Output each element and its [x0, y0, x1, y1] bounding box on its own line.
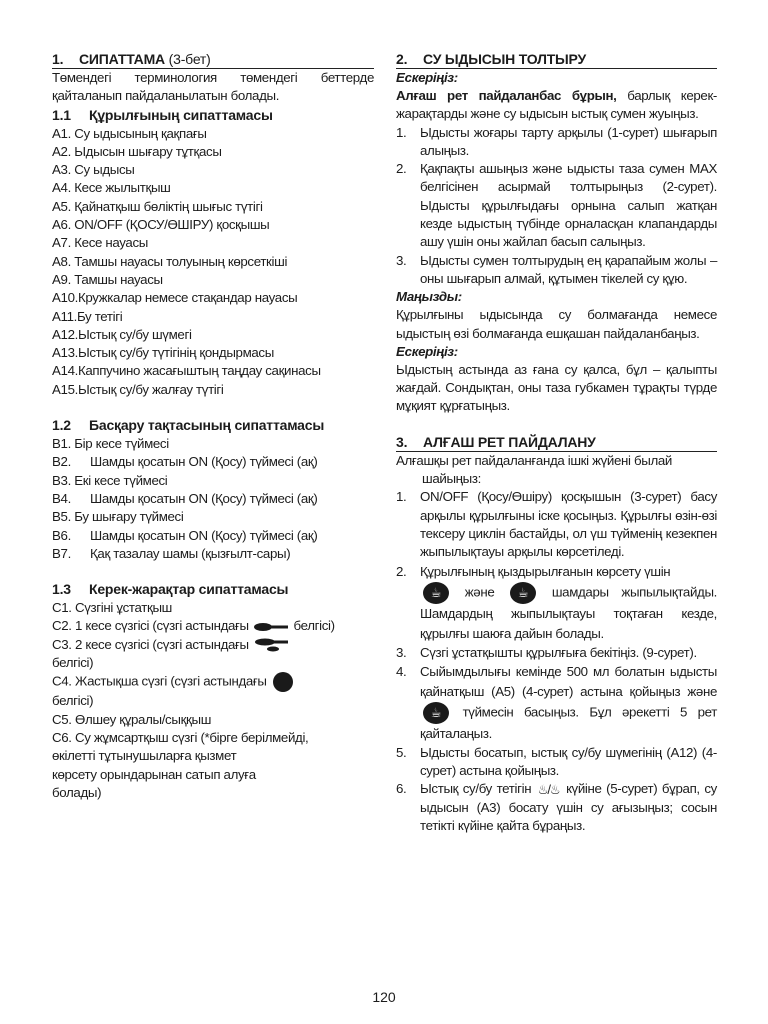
list-item: A8. Тамшы науасы толуының көрсеткіші — [52, 253, 288, 269]
list-item: A2. Ыдысын шығару тұтқасы — [52, 143, 222, 159]
left-column — [52, 50, 374, 802]
list-item: C4. Жастықша сүзгі (сүзгі астындағы — [52, 672, 374, 692]
list-item: 1. Ыдысты жоғары тарту арқылы (1-сурет) шығарып алыңыз. — [396, 124, 717, 158]
section-2-para-2: Құрылғыны ыдысында су болмағанда немесе ыдыстың өзі болмағанда ешқашан пайдаланбаңыз. — [396, 307, 717, 341]
list-item: C5. Өлшеу құралы/сыққыш — [52, 711, 212, 727]
section-1-1-heading: 1.1 Құрылғының сипаттамасы — [52, 106, 273, 123]
section-1-heading: 1. СИПАТТАМА (3-бет) — [52, 50, 374, 69]
two-cups-icon: ☕ — [423, 702, 449, 724]
list-item: 3. Сүзгі ұстатқышты құрылғыға бекітіңіз. (9-сурет). — [396, 644, 697, 660]
list-item: 6. Ыстық су/бу тетігін ♨/♨ күйіне (5-сурет) бұрап, су ыдысын (A3) босату үшін су ағызыңыз; сосын тетікті күйіне қайта бұраңыз. — [396, 781, 717, 834]
section-1-intro: Төмендегі терминология төмендегі беттерде қайталанып пайдаланылатын болады. — [52, 70, 374, 104]
list-item: A1. Су ыдысының қақпағы — [52, 125, 207, 141]
list-item: A13.Ыстық су/бу түтігінің қондырмасы — [52, 345, 274, 361]
section-3-intro: Алғашқы рет пайдаланғанда ішкі жүйені былай — [396, 452, 673, 468]
list-item: белгісі) — [52, 655, 94, 671]
accessories-list — [52, 599, 374, 802]
steam-icon: ♨/♨ — [537, 781, 560, 797]
list-item: A11.Бу тетігі — [52, 308, 123, 324]
two-cups-icon: ☕ — [510, 582, 536, 604]
important-label: Маңызды: — [396, 289, 462, 305]
list-item: A14.Каппучино жасағыштың таңдау сақинасы — [52, 363, 321, 379]
list-item: A6. ON/OFF (ҚОСУ/ӨШІРУ) қосқышы — [52, 217, 270, 233]
list-item: көрсету орындарынан сатып алуға — [52, 766, 256, 782]
section-2-para-3: Ыдыстың астында аз ғана су қалса, бұл – қалыпты жағдай. Сондықтан, оны таза губкамен тұрақты түрде мұқият құрғатыңыз. — [396, 361, 717, 414]
list-item: 2. Қақпақты ашыңыз және ыдысты таза сумен MAX белгісінен асырмай толтырыңыз (2-сурет). Ыдысты құрылғыдағы орнына салып жатқан кезде ыдыстың түбінде орналасқан клапандарды ашу үшін оны жайлап басып салыңыз. — [396, 161, 717, 250]
note-label: Ескерiңiз: — [396, 343, 458, 359]
list-item: A5. Қайнатқыш бөліктің шығыс түтігі — [52, 198, 263, 214]
list-item: C1. Сүзгіні ұстатқыш — [52, 600, 173, 616]
cup-icon: ☕ — [423, 582, 449, 604]
list-item: B2. Шамды қосатын ON (Қосу) түймесі (ақ) — [52, 454, 318, 470]
section-2-heading: 2. СУ ЫДЫСЫН ТОЛТЫРУ — [396, 50, 717, 69]
list-item: A9. Тамшы науасы — [52, 271, 163, 287]
single-filter-icon — [254, 622, 288, 632]
list-item: B6. Шамды қосатын ON (Қосу) түймесі (ақ) — [52, 527, 318, 543]
page-number: 120 — [372, 989, 396, 1005]
list-item: C2. 1 кесе сүзгісі (сүзгі астындағы белгісі) — [52, 618, 335, 634]
section-2-para-1: Алғаш рет пайдаланбас бұрын, барлық керек-жарақтарды және су ыдысын ыстық сумен жуыңыз. — [396, 88, 717, 122]
list-item: 5. Ыдысты босатып, ыстық су/бу шүмегінің (A12) (4-сурет) астына қойыңыз. — [396, 744, 717, 779]
list-item: C6. Су жұмсартқыш сүзгі (*бірге берілмейді, — [52, 729, 309, 745]
note-label: Ескерiңiз: — [396, 70, 458, 85]
list-item: A7. Кесе науасы — [52, 235, 148, 251]
list-item: B7. Қақ тазалау шамы (қызғылт-сары) — [52, 545, 291, 561]
list-item: B5. Бу шығару түймесі — [52, 509, 184, 525]
parts-list — [52, 125, 374, 399]
section-3-heading: 3. АЛҒАШ РЕТ ПАЙДАЛАНУ — [396, 433, 717, 452]
list-item: C3. 2 кесе сүзгісі (сүзгі астындағы — [52, 636, 374, 654]
control-panel-list — [52, 435, 374, 563]
list-item: B3. Екі кесе түймесі — [52, 472, 168, 488]
list-item: 3. Ыдысты сумен толтырудың ең қарапайым жолы – оны шығарып алмай, құтымен тікелей су құю. — [396, 252, 717, 286]
section-1-2-heading: 1.2 Басқару тақтасының сипаттамасы — [52, 417, 325, 434]
first-use-steps-list — [396, 488, 717, 835]
section-1-3-heading: 1.3 Керек-жарақтар сипаттамасы — [52, 581, 289, 598]
list-item: A3. Су ыдысы — [52, 162, 135, 178]
list-item: болады) — [52, 784, 102, 800]
list-item: B4. Шамды қосатын ON (Қосу) түймесі (ақ) — [52, 490, 318, 506]
list-item: A4. Кесе жылытқыш — [52, 180, 171, 196]
list-item: 1. ON/OFF (Қосу/Өшіру) қосқышын (3-сурет) басу арқылы құрылғыны іске қосыңыз. Құрылғы өзін-өзі тексеру циклін бастайды, ол үш түйменің кезекпен жыпылықтауы арқылы көрсетіледі. — [396, 489, 717, 560]
list-item: белгісі) — [52, 693, 94, 709]
right-column — [396, 50, 717, 836]
section-3-intro-cont: шайыңыз: — [422, 471, 481, 487]
fill-steps-list — [396, 124, 717, 289]
list-item: 4. Сыйымдылығы кемінде 500 мл болатын ыдысты қайнатқыш (A5) (4-сурет) астына қойыңыз және ☕ түймесін басыңыз. Бұл әрекетті 5 рет қайталаңыз. — [396, 663, 717, 741]
list-item: A15.Ыстық су/бу жалғау түтігі — [52, 381, 224, 397]
list-item: B1. Бір кесе түймесі — [52, 436, 169, 452]
list-item: A10.Кружкалар немесе стақандар науасы — [52, 290, 298, 306]
pod-filter-icon — [273, 672, 293, 692]
list-item: 2. Құрылғының қыздырылғанын көрсету үшін ☕ және ☕ шамдары жыпылықтайды. Шамдардың жыпылықтауы тоқтаған кезде, құрылғы шаюға дайын болады. — [396, 563, 717, 641]
list-item: A12.Ыстық су/бу шүмегі — [52, 326, 192, 342]
double-filter-icon — [254, 638, 288, 652]
list-item: өкілетті тұтынушыларға қызмет — [52, 748, 237, 764]
